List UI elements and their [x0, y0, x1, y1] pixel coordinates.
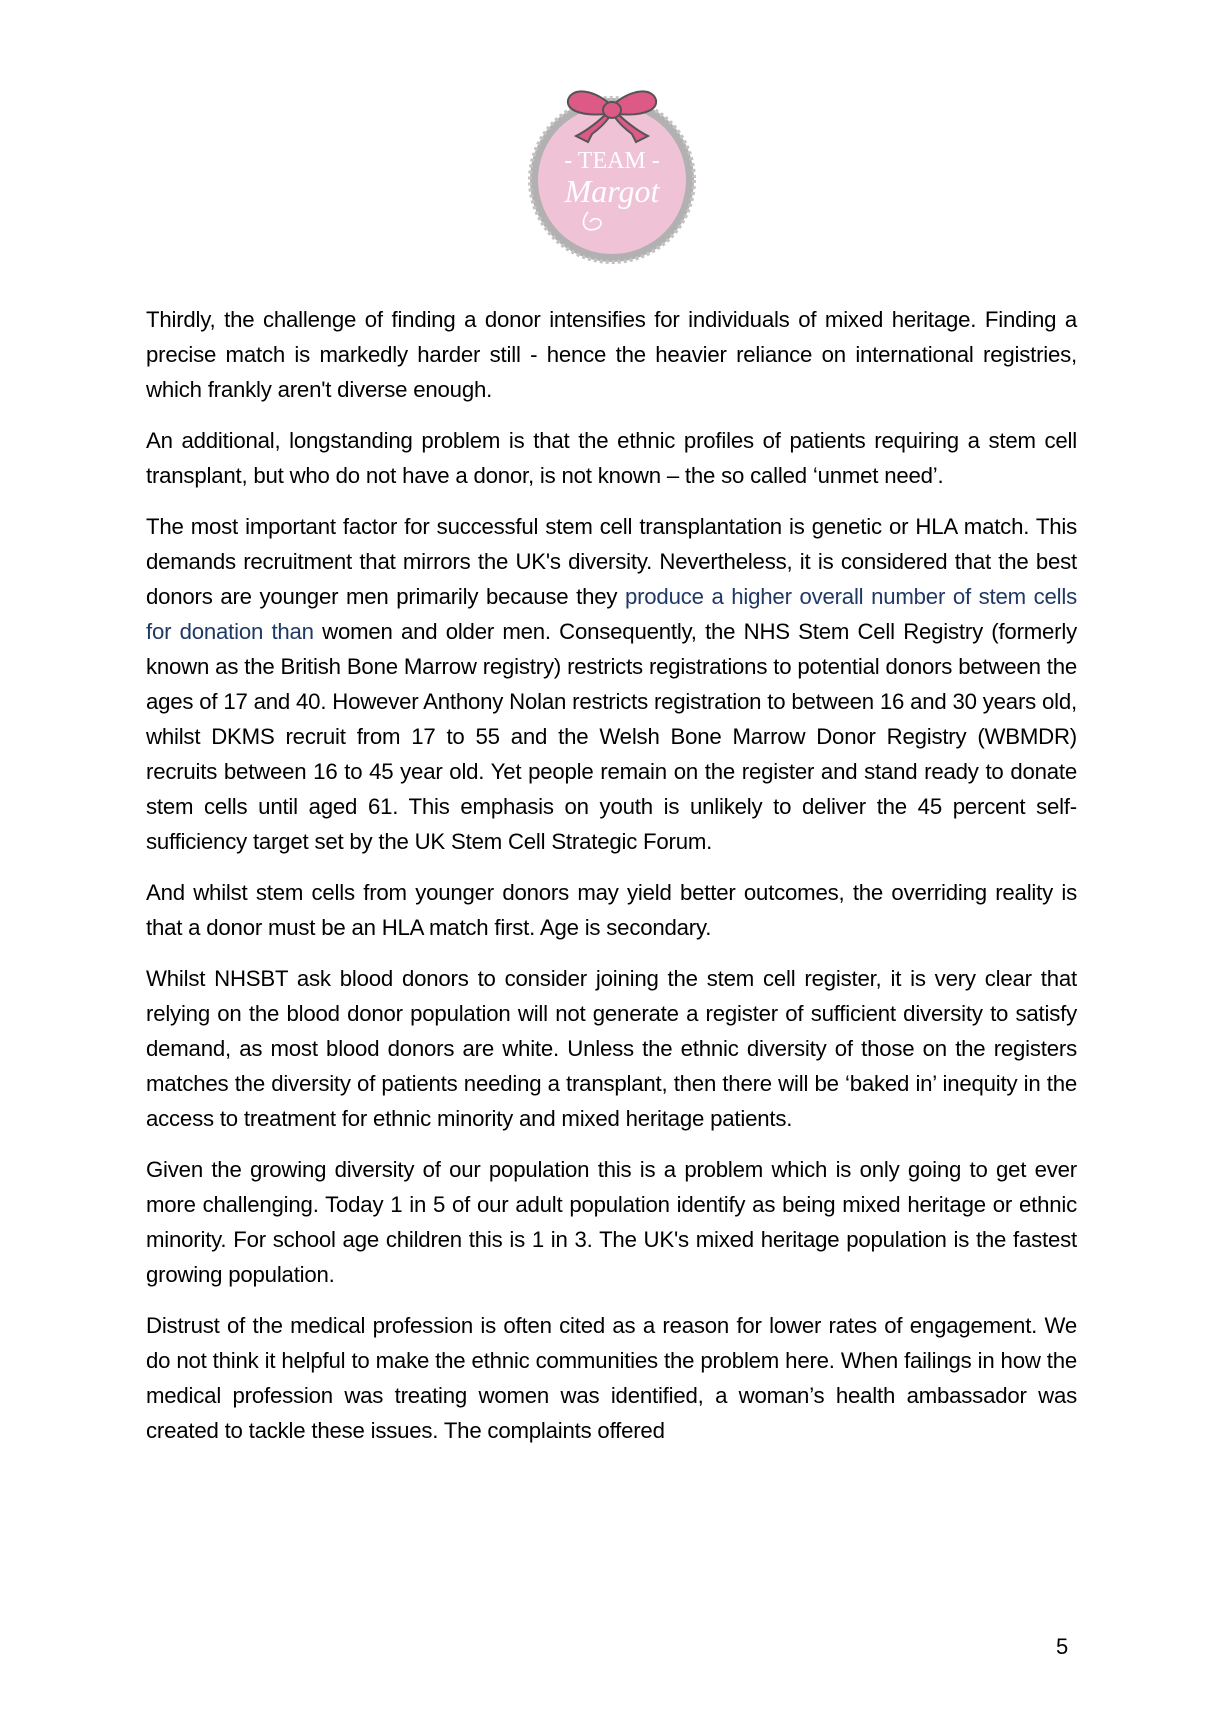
logo-text-team: - TEAM - [564, 148, 660, 174]
paragraph-growing-diversity: Given the growing diversity of our population this is a problem which is only going to get ever more challenging. Today 1 in 5 of our adult population identify as being mixed heritage or ethnic minority. For school age children this is 1 in 3. The UK's mixed heritage population is the fastest growing population. [146, 1157, 1077, 1287]
paragraph-text: The most important factor for successful stem cell transplantation is genetic or HLA match. This demands recruitment that mirrors the UK's diversity. Nevertheless, it is considered that the best donors are younger men primarily because they [146, 514, 1077, 609]
team-margot-logo [526, 84, 698, 264]
paragraph-hla-match [146, 509, 1077, 859]
paragraph-mixed-heritage: Thirdly, the challenge of finding a donor intensifies for individuals of mixed heritage. Finding a precise match is markedly harder still - hence the heavier reliance on international registries, which frankly aren't diverse enough. [146, 307, 1077, 402]
logo-graphic [526, 84, 698, 264]
paragraph-distrust: Distrust of the medical profession is often cited as a reason for lower rates of engagement. We do not think it helpful to make the ethnic communities the problem here. When failings in how the medical profession was treating women was identified, a woman’s health ambassador was created to tackle these issues. The complaints offered [146, 1313, 1077, 1443]
page-number: 5 [1056, 1634, 1069, 1659]
paragraph-blood-donors: Whilst NHSBT ask blood donors to consider joining the stem cell register, it is very clear that relying on the blood donor population will not generate a register of sufficient diversity to satisfy demand, as most blood donors are white. Unless the ethnic diversity of those on the registers matches the diversity of patients needing a transplant, then there will be ‘baked in’ inequity in the access to treatment for ethnic minority and mixed heritage patients. [146, 966, 1077, 1131]
stem-cells-link[interactable]: produce a higher overall number of stem cells for donation than [146, 584, 1077, 644]
paragraph-text: women and older men. Consequently, the NHS Stem Cell Registry (formerly known as the British Bone Marrow registry) restricts registrations to potential donors between the ages of 17 and 40. However Anthony Nolan restricts registration to between 16 and 30 years old, whilst DKMS recruit from 17 to 55 and the Welsh Bone Marrow Donor Registry (WBMDR) recruits between 16 to 45 year old. Yet people remain on the register and stand ready to donate stem cells until aged 61. This emphasis on youth is unlikely to deliver the 45 percent self-sufficiency target set by the UK Stem Cell Strategic Forum. [146, 619, 1077, 854]
logo-text-margot: Margot [564, 173, 660, 209]
paragraph-age-secondary: And whilst stem cells from younger donors may yield better outcomes, the overriding reality is that a donor must be an HLA match first. Age is secondary. [146, 880, 1077, 940]
paragraph-unmet-need: An additional, longstanding problem is that the ethnic profiles of patients requiring a stem cell transplant, but who do not have a donor, is not known – the so called ‘unmet need’. [146, 428, 1077, 488]
document-body [146, 302, 1077, 1464]
